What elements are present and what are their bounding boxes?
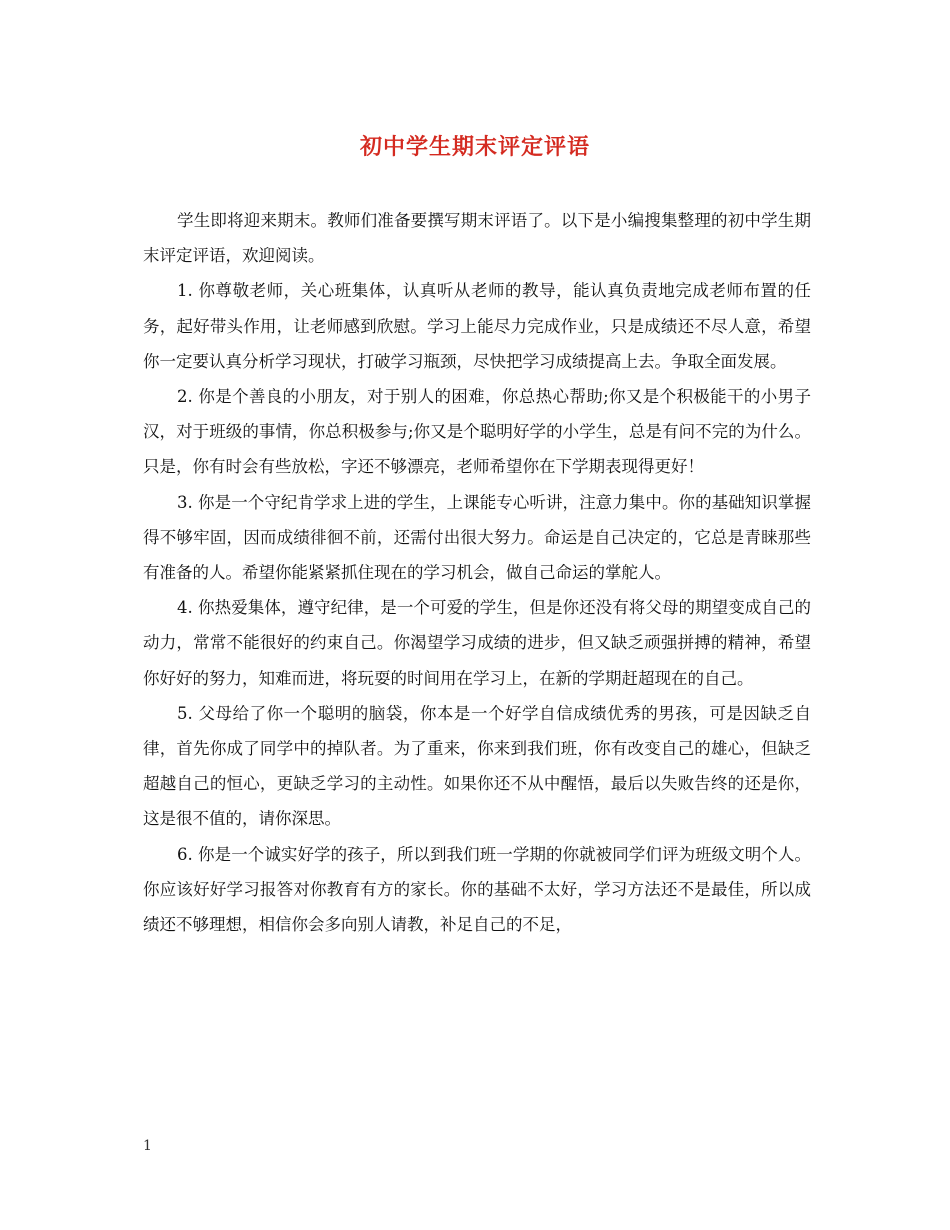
comment-paragraph-3: 3. 你是一个守纪肯学求上进的学生，上课能专心听讲，注意力集中。你的基础知识掌握得不够牢固，因而成绩徘徊不前，还需付出很大努力。命运是自己决定的，它总是青睐那些有准备的人。希望你能紧紧抓住现在的学习机会，做自己命运的掌舵人。 <box>143 492 811 583</box>
intro-paragraph: 学生即将迎来期末。教师们准备要撰写期末评语了。以下是小编搜集整理的初中学生期末评定评语，欢迎阅读。 <box>143 211 811 266</box>
document-body <box>143 203 811 942</box>
comment-paragraph-1: 1. 你尊敬老师，关心班集体，认真听从老师的教导，能认真负责地完成老师布置的任务，起好带头作用，让老师感到欣慰。学习上能尽力完成作业，只是成绩还不尽人意，希望你一定要认真分析学习现状，打破学习瓶颈，尽快把学习成绩提高上去。争取全面发展。 <box>143 281 811 371</box>
comment-paragraph-5: 5. 父母给了你一个聪明的脑袋，你本是一个好学自信成绩优秀的男孩，可是因缺乏自律，首先你成了同学中的掉队者。为了重来，你来到我们班，你有改变自己的雄心，但缺乏超越自己的恒心，更缺乏学习的主动性。如果你还不从中醒悟，最后以失败告终的还是你，这是很不值的，请你深思。 <box>143 703 811 829</box>
comment-paragraph-6: 6. 你是一个诚实好学的孩子，所以到我们班一学期的你就被同学们评为班级文明个人。你应该好好学习报答对你教育有方的家长。你的基础不太好，学习方法还不是最佳，所以成绩还不够理想，相信你会多向别人请教，补足自己的不足， <box>143 844 811 935</box>
document-title: 初中学生期末评定评语 <box>359 134 590 160</box>
comment-paragraph-4: 4. 你热爱集体，遵守纪律，是一个可爱的学生，但是你还没有将父母的期望变成自己的动力，常常不能很好的约束自己。你渴望学习成绩的进步，但又缺乏顽强拼搏的精神，希望你好好的努力，知难而进，将玩耍的时间用在学习上，在新的学期赶超现在的自己。 <box>143 598 811 688</box>
page-number: 1 <box>143 1138 152 1154</box>
comment-paragraph-2: 2. 你是个善良的小朋友，对于别人的困难，你总热心帮助;你又是个积极能干的小男子汉，对于班级的事情，你总积极参与;你又是个聪明好学的小学生，总是有问不完的为什么。只是，你有时会有些放松，字还不够漂亮，老师希望你在下学期表现得更好！ <box>143 387 811 477</box>
